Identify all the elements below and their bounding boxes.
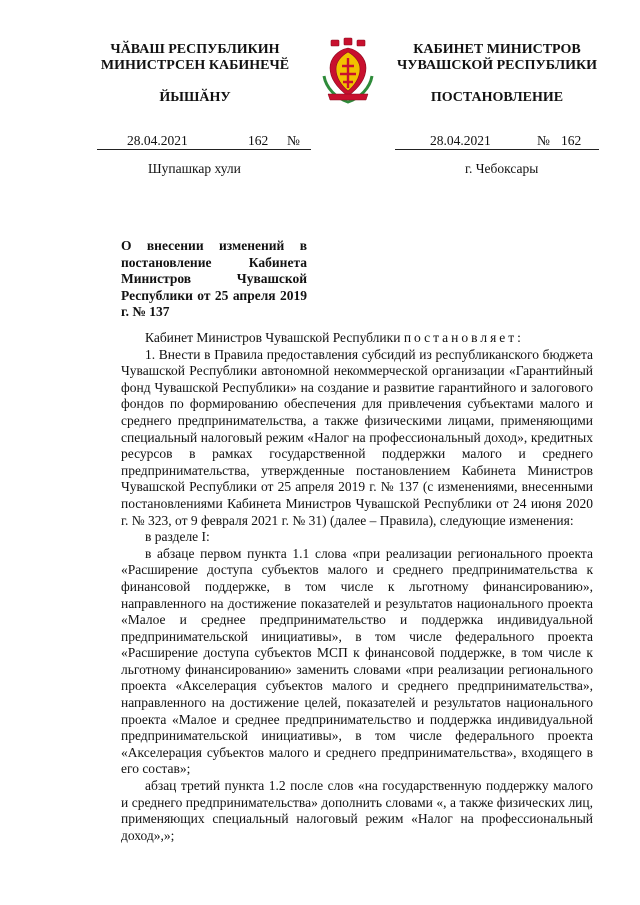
header-right-line2: ЧУВАШСКОЙ РЕСПУБЛИКИ	[396, 58, 598, 73]
header-right-line1: КАБИНЕТ МИНИСТРОВ	[413, 42, 581, 57]
left-date-number-line	[97, 133, 311, 150]
right-number: 162	[561, 133, 582, 148]
header-right	[382, 42, 612, 106]
right-date: 28.04.2021	[430, 133, 491, 148]
left-date: 28.04.2021	[127, 133, 188, 148]
left-number: 162	[248, 133, 269, 148]
header-right-doc-type: ПОСТАНОВЛЕНИЕ	[430, 90, 564, 105]
paragraph-1: 1. Внести в Правила предоставления субсидий из республиканского бюджета Чувашской Республики автономной некоммерческой организации «Гарантийный фонд Чувашской Республики» на создание и развитие гарантийного и залогового фондов по формированию обеспечения для привлечения субъектами малого и среднего предпринимательства, а также физическими лицами, применяющими специальный налоговый режим «Налог на профессиональный доход», кредитных ресурсов в рамках государственной поддержки малого и среднего предпринимательства, утвержденные постановлением Кабинета Министров Чувашской Республики от 25 апреля 2019 г. № 137 (с изменениями, внесенными постановлениями Кабинета Министров Чувашской Республики от 24 июня 2020 г. № 323, от 9 февраля 2021 г. № 31) (далее – Правила), следующие изменения:	[121, 346, 593, 528]
right-date-number-line	[395, 133, 599, 150]
lead-paragraph	[121, 330, 593, 347]
lead-text: Кабинет Министров Чувашской Республики	[145, 330, 401, 345]
right-place: г. Чебоксары	[465, 161, 539, 176]
header-left-line2: МИНИСТРСЕН КАБИНЕЧӖ	[100, 58, 290, 73]
right-no-sign: №	[537, 133, 550, 148]
paragraph-4: абзац третий пункта 1.2 после слов «на государственную поддержку малого и среднего предпринимательства» дополнить словами «, а также физических лиц, применяющих специальный налоговый режим «Налог на профессиональный доход»,»;	[121, 778, 593, 843]
paragraph-2: в разделе I:	[145, 529, 210, 545]
document-title: О внесении изменений в постановление Кабинета Министров Чувашской Республики от 25 апреля 2019 г. № 137	[121, 238, 307, 319]
document-body	[121, 330, 593, 844]
left-place: Шупашкар хули	[148, 161, 241, 176]
header-left-doc-type: ЙЫШӐНУ	[159, 90, 231, 105]
header-left	[85, 42, 305, 106]
paragraph-3: в абзаце первом пункта 1.1 слова «при реализации регионального проекта «Расширение доступа субъектов малого и среднего предпринимательства к финансовой поддержке, в том числе к льготному финансированию», направленного на достижение показателей и результатов национального проекта «Малое и среднее предпринимательство и поддержка индивидуальной предпринимательской инициативы», в том числе федерального проекта «Расширение доступа субъектов МСП к финансовой поддержке, в том числе к льготному финансированию» заменить словами «при реализации регионального проекта «Акселерация субъектов малого и среднего предпринимательства», направленного на достижение целей, показателей и результатов национального проекта «Малое и среднее предпринимательство и поддержка индивидуальной предпринимательской инициативы», в том числе федерального проекта «Акселерация субъектов малого и среднего предпринимательства», входящего в его состав»;	[121, 545, 593, 777]
chuvash-emblem-icon	[318, 36, 378, 108]
header-left-line1: ЧӐВАШ РЕСПУБЛИКИН	[110, 42, 280, 57]
left-no-sign: №	[287, 133, 300, 148]
lead-spaced-word: постановляет:	[403, 330, 524, 345]
